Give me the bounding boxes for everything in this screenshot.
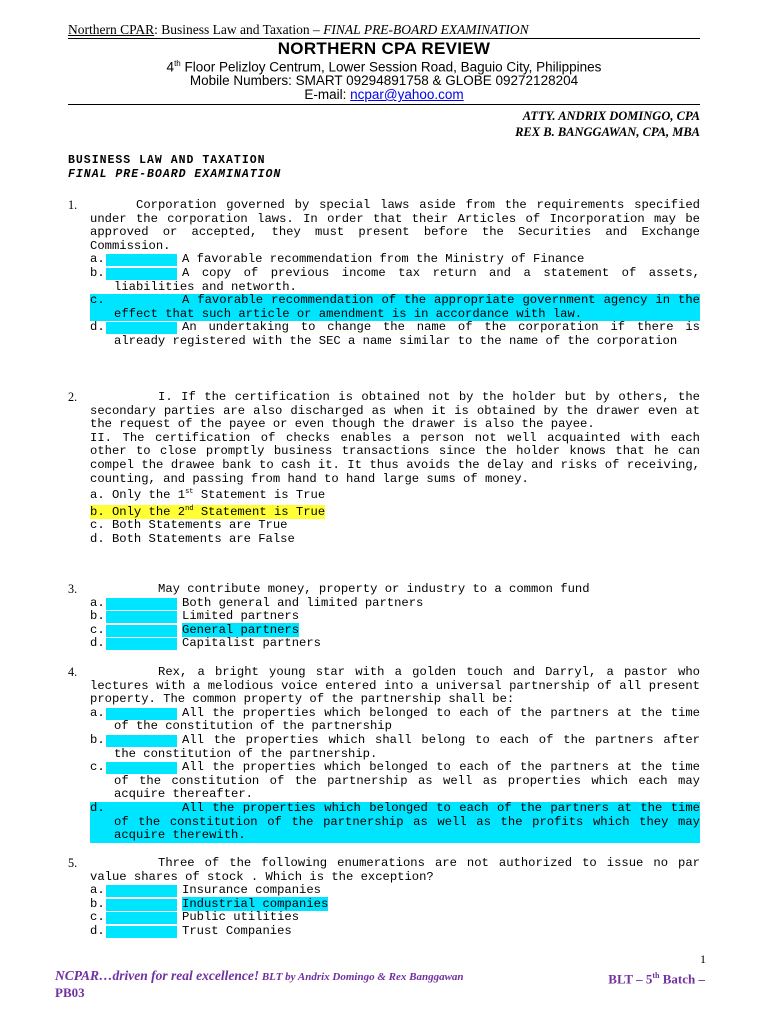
option-label: b. [90,265,105,280]
option-text: Insurance companies [182,883,321,898]
ordinal-suffix: nd [185,504,194,513]
option-label: c. [90,622,105,637]
footer-batch-post: Batch – [659,971,705,987]
option-c[interactable] [90,761,700,802]
option-b[interactable] [90,734,700,761]
header-exam-title: FINAL PRE-BOARD EXAMINATION [323,22,529,37]
option-text: Trust Companies [182,923,292,938]
option-text: Both Statements are False [111,532,295,547]
option-b[interactable] [90,610,700,624]
footer-byline: BLT by Andrix Domingo & Rex Banggawan [259,971,464,983]
highlight-block [106,625,177,637]
option-text: Both general and limited partners [182,595,424,610]
footer-slogan: NCPAR…driven for real excellence! [55,968,260,983]
footer-batch [608,968,705,987]
highlight-block [106,254,177,266]
address-floor: 4 [166,59,175,75]
option-label: c. [90,293,105,308]
footer-batch-sup: th [652,971,660,980]
option-b[interactable] [90,267,700,294]
option-label: a. [90,488,105,503]
option-c-highlighted[interactable] [90,624,700,638]
option-label: d. [90,923,105,938]
option-c[interactable] [90,911,700,925]
option-label: d. [90,532,105,547]
option-text-pre: Only the 1 [111,488,186,503]
question-2 [68,391,700,547]
option-c-highlighted[interactable] [90,294,700,321]
option-text-highlight: Industrial companies [182,896,329,911]
running-header [68,22,529,38]
highlight-block [106,912,177,924]
page-number: 1 [700,952,706,966]
highlight-block [106,762,177,774]
highlight-block [106,638,177,650]
question-3 [68,583,700,651]
question-stem: Three of the following enumerations are not authorized to issue no par value shares of stock . Which is the exception? [90,856,700,884]
email-link[interactable]: ncpar@yahoo.com [350,87,464,102]
highlight-block [106,899,177,911]
address-rest: Floor Pelizloy Centrum, Lower Session Road, Baguio City, Philippines [180,59,602,75]
option-text-highlight: General partners [182,622,300,637]
footer-code: PB03 [55,985,85,1000]
question-number: 3. [68,582,78,596]
ordinal-suffix: st [185,488,194,497]
address-rule [68,104,700,105]
option-a[interactable] [90,253,700,267]
email-line [0,87,768,102]
statement-1: I. If the certification is obtained not by the holder but by others, the secondary parties are also discharged as when it is obtained by the drawer even at the request of the payee or even though the drawer is also the payee. [90,390,700,432]
option-a[interactable] [90,884,700,898]
highlight-block [106,926,177,938]
option-b-highlighted[interactable] [90,503,700,520]
option-text: Public utilities [182,910,300,925]
option-d-highlighted[interactable] [90,802,700,843]
org-name: NORTHERN CPA REVIEW [277,39,491,58]
option-label: a. [90,705,105,720]
option-text: A favorable recommendation of the appropriate government agency in the effect that such article or amendment is in accordance with law. [114,293,700,321]
option-a[interactable] [90,486,700,503]
statement-2: II. The certification of checks enables a person not well acquainted with each other to close promptly business transactions since the holder knows that he can compel the drawee bank to cash it. It thus avoids the delay and risks of receiving, counting, and passing from hand to hand large sums of money. [90,430,700,486]
footer-batch-pre: BLT – 5 [608,971,653,987]
option-text-post: Statement is True [193,504,326,519]
question-number: 4. [68,665,78,679]
highlight-block [106,598,177,610]
question-number: 2. [68,390,78,404]
address-floor-suffix: th [174,59,181,68]
header-org-short: Northern CPAR [68,22,155,37]
highlight-block [106,885,177,897]
option-text: All the properties which belonged to each of the partners at the time of the constitution of the partnership as well as the profits which they may acquire therewith. [114,800,700,843]
question-stem: May contribute money, property or industry to a common fund [158,582,590,596]
option-text-pre: Only the 2 [111,504,186,519]
question-4 [68,666,700,843]
option-text: An undertaking to change the name of the corporation if there is already registered with the SEC a name similar to the name of the corporation [114,320,700,348]
option-label: b. [90,504,105,519]
email-label: E-mail: [304,87,351,102]
highlight-block [106,322,177,334]
question-stem: Rex, a bright young star with a golden touch and Darryl, a pastor who lectures with a melodious voice entered into a universal partnership of all present property. The common property of the partnership shall be: [90,665,700,707]
option-label: d. [90,800,105,815]
author-2: REX B. BANGGAWAN, CPA, MBA [515,125,700,139]
highlight-block [106,611,177,623]
mobile-numbers: Mobile Numbers: SMART 09294891758 & GLOBE 09272128204 [189,73,579,88]
option-text: All the properties which shall belong to each of the partners after the constitution of the partnership. [114,732,700,761]
option-label: c. [90,760,105,775]
question-number: 5. [68,856,78,870]
option-a[interactable] [90,707,700,734]
option-label: b. [90,896,105,911]
option-d[interactable] [90,637,700,651]
option-label: c. [90,518,105,533]
option-label: a. [90,595,105,610]
option-c[interactable] [90,519,700,533]
option-text: A favorable recommendation from the Ministry of Finance [182,252,585,267]
option-d[interactable] [90,925,700,939]
question-5 [68,857,700,939]
option-text [114,624,700,638]
option-label: b. [90,732,105,747]
option-text [114,898,700,912]
header-subject: : Business Law and Taxation – [154,22,324,37]
option-a[interactable] [90,597,700,611]
author-1: ATTY. ANDRIX DOMINGO, CPA [522,109,700,123]
highlight-block [106,735,177,747]
question-number: 1. [68,198,78,212]
option-label: c. [90,910,105,925]
option-label: a. [90,252,105,267]
option-label: b. [90,609,105,624]
footer [55,968,705,1001]
option-label: a. [90,883,105,898]
option-text: Both Statements are True [111,518,288,533]
option-b-highlighted[interactable] [90,898,700,912]
section-subtitle: FINAL PRE-BOARD EXAMINATION [68,168,282,181]
option-text-post: Statement is True [193,488,326,503]
highlight-block [106,268,177,280]
option-d[interactable] [90,533,700,547]
option-text: Capitalist partners [182,636,321,651]
question-1 [68,199,700,349]
option-text: Limited partners [182,609,300,624]
option-text: All the properties which belonged to each of the partners at the time of the constitution of the partnership [114,705,700,734]
question-stem: Corporation governed by special laws aside from the requirements specified under the corporation laws. In order that their Articles of Incorporation may be approved or accepted, they must present before the Securities and Exchange Commission. [90,198,700,253]
section-title: BUSINESS LAW AND TAXATION [68,154,266,167]
option-text: All the properties which belonged to each of the partners at the time of the constitution of the partnership as well as properties which each may acquire thereafter. [114,760,700,802]
highlight-block [106,708,177,720]
option-d[interactable] [90,321,700,348]
option-text: A copy of previous income tax return and a statement of assets, liabilities and networth. [114,265,700,294]
option-label: d. [90,320,105,335]
option-label: d. [90,636,105,651]
